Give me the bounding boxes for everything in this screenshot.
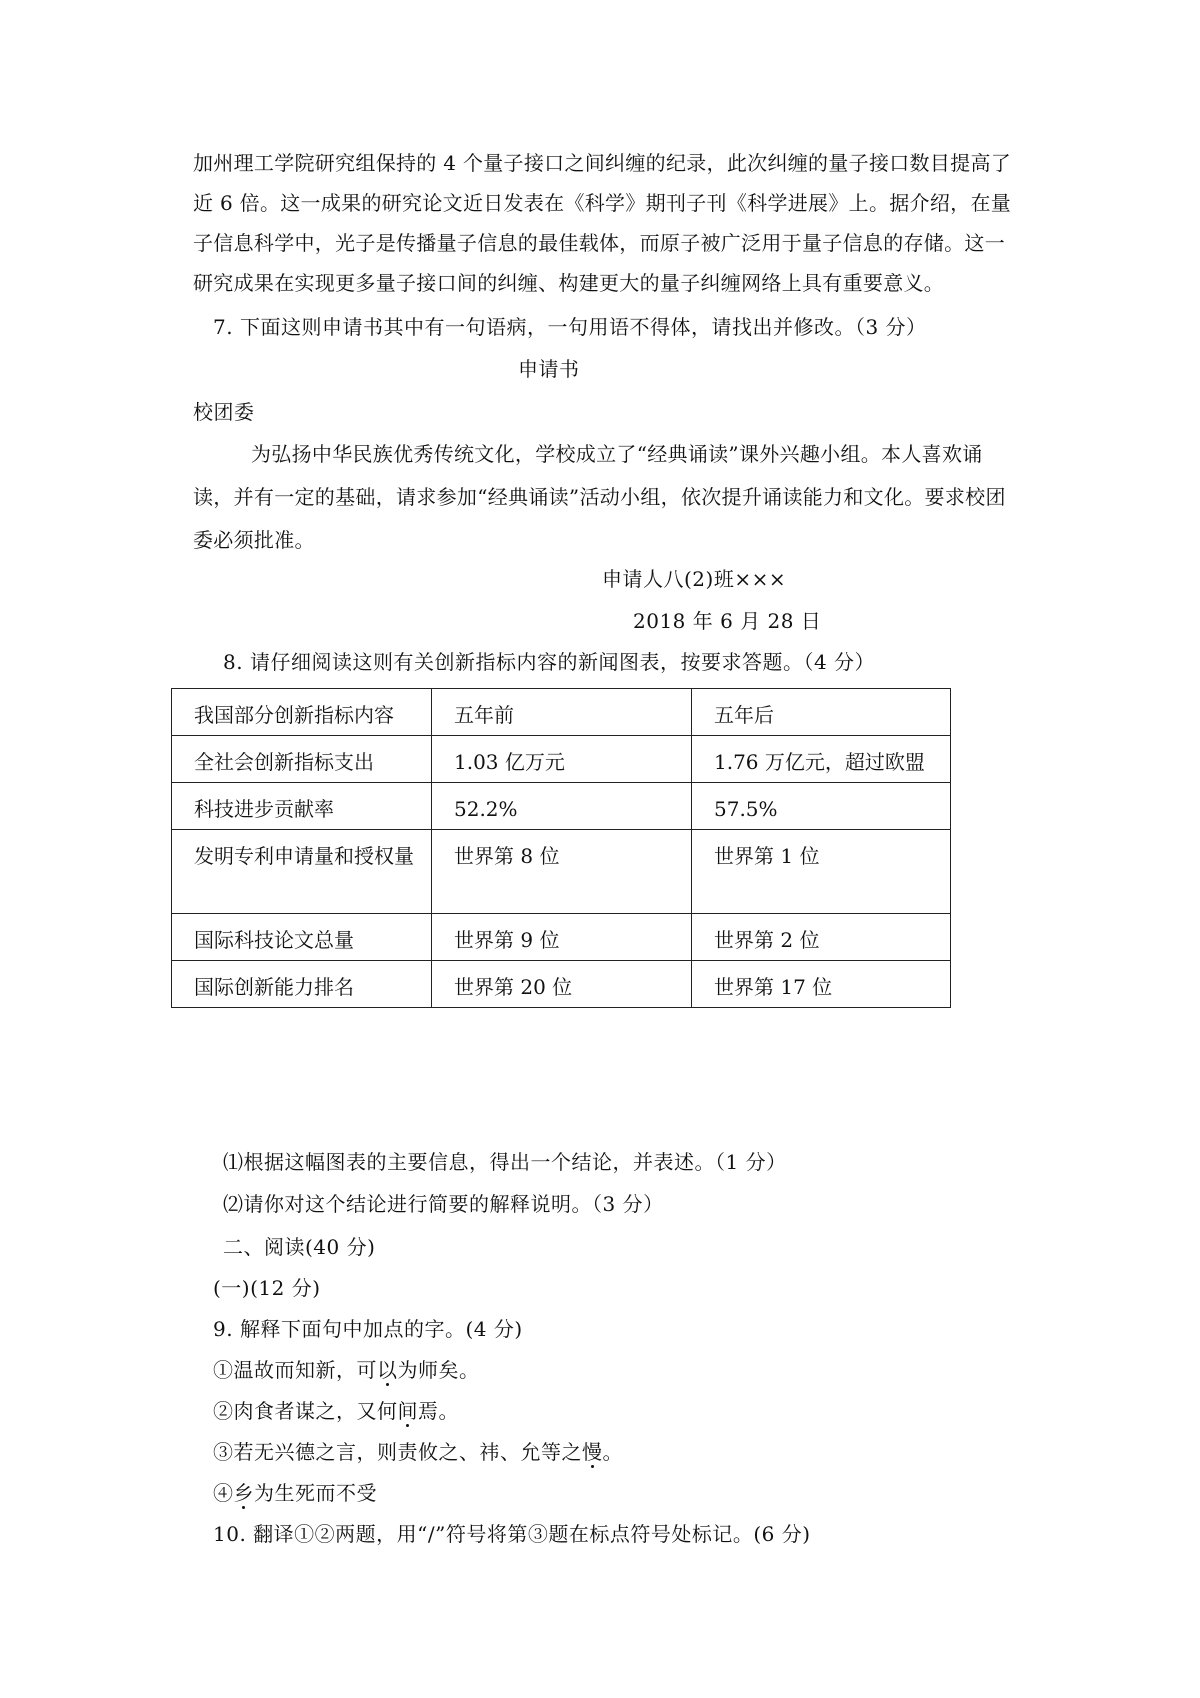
- table-cell: 世界第 8 位: [432, 830, 692, 914]
- table-cell: 国际科技论文总量: [172, 914, 432, 961]
- table-cell: 科技进步贡献率: [172, 783, 432, 830]
- item-text: 为生死而不受: [254, 1481, 377, 1505]
- dotted-character: 乡: [233, 1481, 254, 1505]
- table-header-row: [172, 689, 951, 736]
- question-8-sub-1: ⑴根据这幅图表的主要信息，得出一个结论，并表述。（1 分）: [223, 1150, 787, 1174]
- table-header-cell: 五年前: [432, 689, 692, 736]
- section-2-part-1: (一)(12 分): [213, 1276, 321, 1300]
- table-cell: 57.5%: [692, 783, 951, 830]
- item-text: 焉。: [418, 1399, 459, 1423]
- question-10-prompt: 10. 翻译①②两题，用“/”符号将第③题在标点符号处标记。(6 分): [213, 1522, 811, 1546]
- table-row: [172, 830, 951, 914]
- innovation-table: [171, 688, 951, 1008]
- table-cell: 世界第 17 位: [692, 961, 951, 1008]
- letter-title: 申请书: [518, 357, 580, 381]
- item-text: ④: [213, 1481, 234, 1505]
- section-2-title: 二、阅读(40 分): [223, 1235, 376, 1259]
- item-text: ①温故而知新，可: [213, 1358, 377, 1382]
- question-8-sub-2: ⑵请你对这个结论进行简要的解释说明。（3 分）: [223, 1192, 664, 1216]
- question-8-prompt: 8. 请仔细阅读这则有关创新指标内容的新闻图表，按要求答题。（4 分）: [223, 650, 876, 674]
- table-cell: 世界第 9 位: [432, 914, 692, 961]
- dotted-character: 以: [377, 1358, 398, 1382]
- question-9-item-3: [213, 1436, 623, 1465]
- table-row: [172, 961, 951, 1008]
- table-cell: 1.76 万亿元，超过欧盟: [692, 736, 951, 783]
- table-row: [172, 914, 951, 961]
- table-cell: 1.03 亿万元: [432, 736, 692, 783]
- table-cell: 全社会创新指标支出: [172, 736, 432, 783]
- table-cell: 发明专利申请量和授权量: [172, 830, 432, 914]
- intro-paragraph: 加州理工学院研究组保持的 4 个量子接口之间纠缠的纪录，此次纠缠的量子接口数目提高了近 6 倍。这一成果的研究论文近日发表在《科学》期刊子刊《科学进展》上。据介绍，在量子信息科学中，光子是传播量子信息的最佳载体，而原子被广泛用于量子信息的存储。这一研究成果在实现更多量子接口间的纠缠、构建更大的量子纠缠网络上具有重要意义。: [193, 151, 1012, 295]
- letter-signature: 申请人八(2)班×××: [602, 567, 787, 591]
- question-9-prompt: 9. 解释下面句中加点的字。(4 分): [213, 1317, 523, 1341]
- item-text: ③若无兴德之言，则责攸之、祎、允等之: [213, 1440, 582, 1464]
- table-cell: 世界第 1 位: [692, 830, 951, 914]
- table-header-cell: 五年后: [692, 689, 951, 736]
- question-9-item-2: [213, 1395, 459, 1424]
- table-cell: 52.2%: [432, 783, 692, 830]
- table-cell: 世界第 20 位: [432, 961, 692, 1008]
- table-row: [172, 736, 951, 783]
- item-text: ②肉食者谋之，又何: [213, 1399, 398, 1423]
- letter-date: 2018 年 6 月 28 日: [633, 609, 822, 633]
- letter-body: 为弘扬中华民族优秀传统文化，学校成立了“经典诵读”课外兴趣小组。本人喜欢诵读，并有一定的基础，请求参加“经典诵读”活动小组，依次提升诵读能力和文化。要求校团委必须批准。: [193, 442, 1006, 552]
- question-9-item-1: [213, 1354, 480, 1383]
- question-9-item-4: [213, 1477, 377, 1506]
- question-7-prompt: 7. 下面这则申请书其中有一句语病，一句用语不得体，请找出并修改。（3 分）: [213, 315, 927, 339]
- item-text: 。: [602, 1440, 623, 1464]
- table-row: [172, 783, 951, 830]
- table-cell: 世界第 2 位: [692, 914, 951, 961]
- table-cell: 国际创新能力排名: [172, 961, 432, 1008]
- dotted-character: 间: [397, 1399, 418, 1423]
- dotted-character: 慢: [582, 1440, 603, 1464]
- letter-recipient: 校团委: [193, 400, 255, 424]
- table-header-cell: 我国部分创新指标内容: [172, 689, 432, 736]
- item-text: 为师矣。: [397, 1358, 480, 1382]
